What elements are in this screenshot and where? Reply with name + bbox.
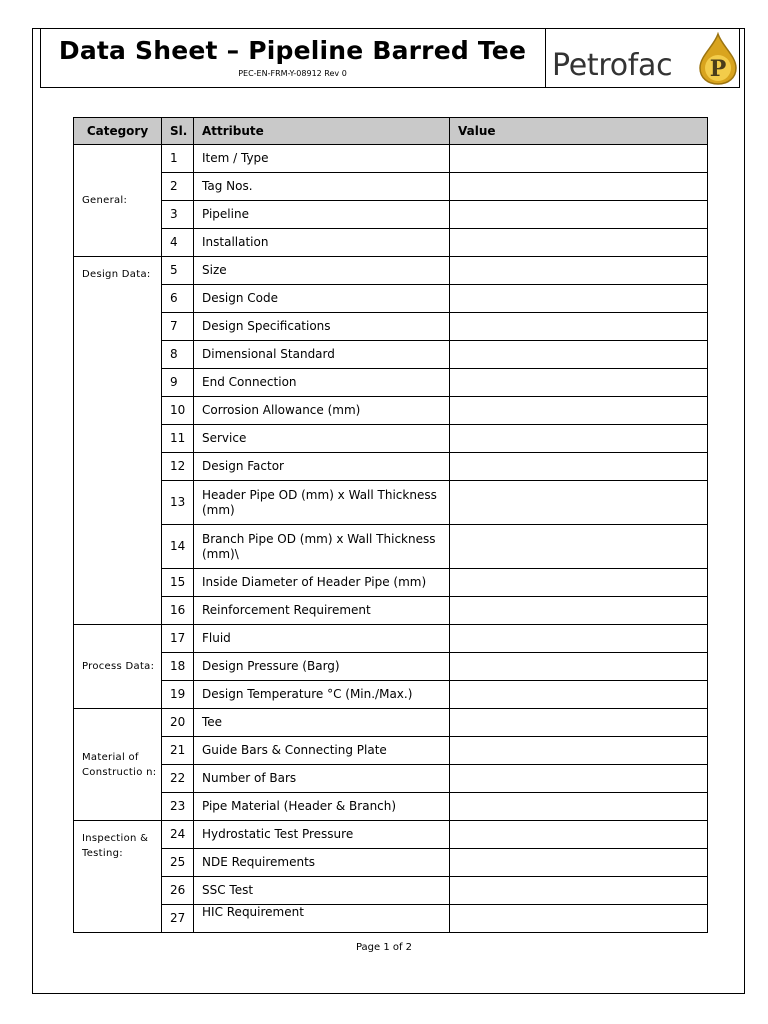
page-number: Page 1 of 2 xyxy=(355,942,413,953)
value-cell[interactable] xyxy=(450,597,708,625)
value-cell[interactable] xyxy=(450,821,708,849)
sl-header: Sl. xyxy=(162,118,194,145)
sl-cell: 19 xyxy=(162,681,194,709)
attribute-cell: Design Pressure (Barg) xyxy=(194,653,450,681)
sl-cell: 27 xyxy=(162,905,194,933)
petrofac-drop-logo-icon xyxy=(698,32,738,86)
table-row xyxy=(74,257,708,285)
attribute-cell: Design Factor xyxy=(194,453,450,481)
table-row xyxy=(74,877,708,905)
value-cell[interactable] xyxy=(450,569,708,597)
table-row xyxy=(74,313,708,341)
sl-cell: 6 xyxy=(162,285,194,313)
table-row xyxy=(74,453,708,481)
table-row xyxy=(74,229,708,257)
attribute-cell: HIC Requirement xyxy=(194,905,450,933)
value-cell[interactable] xyxy=(450,653,708,681)
value-cell[interactable] xyxy=(450,681,708,709)
table-row xyxy=(74,341,708,369)
value-cell[interactable] xyxy=(450,341,708,369)
sl-cell: 23 xyxy=(162,793,194,821)
table-row xyxy=(74,173,708,201)
value-cell[interactable] xyxy=(450,525,708,569)
table-row xyxy=(74,793,708,821)
attribute-cell: Fluid xyxy=(194,625,450,653)
table-row xyxy=(74,145,708,173)
sl-cell: 8 xyxy=(162,341,194,369)
attribute-cell: End Connection xyxy=(194,369,450,397)
sl-cell: 21 xyxy=(162,737,194,765)
sl-cell: 4 xyxy=(162,229,194,257)
attribute-cell: Tee xyxy=(194,709,450,737)
sl-cell: 13 xyxy=(162,481,194,525)
table-row xyxy=(74,905,708,933)
attribute-header: Attribute xyxy=(194,118,450,145)
value-cell[interactable] xyxy=(450,793,708,821)
table-row xyxy=(74,709,708,737)
sl-cell: 17 xyxy=(162,625,194,653)
attribute-cell: Service xyxy=(194,425,450,453)
attribute-cell: Inside Diameter of Header Pipe (mm) xyxy=(194,569,450,597)
sl-cell: 3 xyxy=(162,201,194,229)
attribute-cell: Item / Type xyxy=(194,145,450,173)
attribute-cell: Reinforcement Requirement xyxy=(194,597,450,625)
table-row xyxy=(74,425,708,453)
attribute-cell: Design Temperature °C (Min./Max.) xyxy=(194,681,450,709)
value-cell[interactable] xyxy=(450,849,708,877)
attribute-cell: Corrosion Allowance (mm) xyxy=(194,397,450,425)
value-cell[interactable] xyxy=(450,709,708,737)
value-cell[interactable] xyxy=(450,625,708,653)
attribute-cell: Tag Nos. xyxy=(194,173,450,201)
value-cell[interactable] xyxy=(450,229,708,257)
data-sheet-table xyxy=(73,117,708,933)
category-design-data: Design Data: xyxy=(74,257,162,625)
document-reference: PEC-EN-FRM-Y-08912 Rev 0 xyxy=(238,69,347,78)
document-title: Data Sheet – Pipeline Barred Tee xyxy=(58,36,527,65)
sl-cell: 22 xyxy=(162,765,194,793)
sl-cell: 26 xyxy=(162,877,194,905)
value-cell[interactable] xyxy=(450,173,708,201)
sl-cell: 16 xyxy=(162,597,194,625)
sl-cell: 25 xyxy=(162,849,194,877)
sl-cell: 12 xyxy=(162,453,194,481)
sl-cell: 14 xyxy=(162,525,194,569)
sl-cell: 24 xyxy=(162,821,194,849)
value-cell[interactable] xyxy=(450,257,708,285)
sl-cell: 5 xyxy=(162,257,194,285)
sl-cell: 20 xyxy=(162,709,194,737)
attribute-cell: NDE Requirements xyxy=(194,849,450,877)
attribute-cell: Size xyxy=(194,257,450,285)
table-row xyxy=(74,821,708,849)
value-cell[interactable] xyxy=(450,313,708,341)
value-cell[interactable] xyxy=(450,285,708,313)
sl-cell: 2 xyxy=(162,173,194,201)
header-divider xyxy=(545,28,546,88)
sl-cell: 18 xyxy=(162,653,194,681)
sl-cell: 15 xyxy=(162,569,194,597)
table-row xyxy=(74,369,708,397)
sl-cell: 1 xyxy=(162,145,194,173)
table-row xyxy=(74,397,708,425)
value-cell[interactable] xyxy=(450,397,708,425)
sl-cell: 11 xyxy=(162,425,194,453)
category-material-of-construction: Material of Constructio n: xyxy=(74,709,162,821)
sl-cell: 7 xyxy=(162,313,194,341)
attribute-cell: Dimensional Standard xyxy=(194,341,450,369)
attribute-cell: Guide Bars & Connecting Plate xyxy=(194,737,450,765)
attribute-cell: Installation xyxy=(194,229,450,257)
category-inspection-testing: Inspection & Testing: xyxy=(74,821,162,933)
company-logo-text: Petrofac xyxy=(552,48,673,83)
sl-cell: 9 xyxy=(162,369,194,397)
value-cell[interactable] xyxy=(450,201,708,229)
table-row xyxy=(74,285,708,313)
attribute-cell: Design Code xyxy=(194,285,450,313)
category-process-data: Process Data: xyxy=(74,625,162,709)
table-row xyxy=(74,525,708,569)
table-row xyxy=(74,653,708,681)
value-cell[interactable] xyxy=(450,369,708,397)
attribute-cell: Header Pipe OD (mm) x Wall Thickness (mm) xyxy=(194,481,450,525)
table-row xyxy=(74,569,708,597)
value-cell[interactable] xyxy=(450,765,708,793)
category-header: Category xyxy=(74,118,162,145)
sl-cell: 10 xyxy=(162,397,194,425)
table-row xyxy=(74,625,708,653)
value-cell[interactable] xyxy=(450,481,708,525)
value-cell[interactable] xyxy=(450,145,708,173)
value-cell[interactable] xyxy=(450,737,708,765)
value-cell[interactable] xyxy=(450,453,708,481)
category-general: General: xyxy=(74,145,162,257)
value-header: Value xyxy=(450,118,708,145)
attribute-cell: Pipeline xyxy=(194,201,450,229)
value-cell[interactable] xyxy=(450,425,708,453)
table-row xyxy=(74,737,708,765)
table-header-row xyxy=(74,118,708,145)
table-row xyxy=(74,849,708,877)
value-cell[interactable] xyxy=(450,905,708,933)
table-row xyxy=(74,765,708,793)
attribute-cell: Number of Bars xyxy=(194,765,450,793)
attribute-cell: SSC Test xyxy=(194,877,450,905)
value-cell[interactable] xyxy=(450,877,708,905)
table-row xyxy=(74,681,708,709)
attribute-cell: Design Specifications xyxy=(194,313,450,341)
attribute-cell: Hydrostatic Test Pressure xyxy=(194,821,450,849)
table-row xyxy=(74,597,708,625)
attribute-cell: Branch Pipe OD (mm) x Wall Thickness (mm)\ xyxy=(194,525,450,569)
logo-letter: P xyxy=(709,56,727,82)
table-row xyxy=(74,201,708,229)
table-row xyxy=(74,481,708,525)
attribute-cell: Pipe Material (Header & Branch) xyxy=(194,793,450,821)
